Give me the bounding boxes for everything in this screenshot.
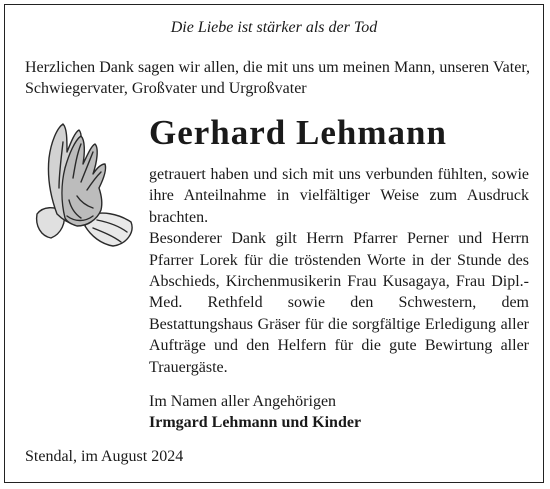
signature-block <box>149 391 529 433</box>
paragraph-mourned: getrauert haben und sich mit uns verbunden fühlten, sowie ihre Anteilnahme in vielfältiger Weise zum Ausdruck brachten. <box>149 166 529 226</box>
deceased-name: Gerhard Lehmann <box>149 113 447 152</box>
motto: Die Liebe ist stärker als der Tod <box>170 19 378 36</box>
praying-hands-icon <box>27 118 139 250</box>
paragraph-special-thanks: Besonderer Dank gilt Herrn Pfarrer Perner und Herrn Pfarrer Lorek für die tröstenden Worte in der Stunde des Abschieds, Kirchenmusikerin Frau Kusagaya, Frau Dipl.-Med. Rethfeld sowie den Schwestern, dem Bestattungshaus Gräser für die sorgfältige Erledigung aller Aufträge und den Helfern für die gute Bewirtung aller Trauergäste. <box>149 230 529 376</box>
place-date: Stendal, im August 2024 <box>25 448 184 465</box>
obituary-card <box>4 4 544 483</box>
signature-line: Im Namen aller Angehörigen <box>149 393 337 410</box>
intro-text: Herzlichen Dank sagen wir allen, die mit uns um meinen Mann, unseren Vater, Schwiegervater, Großvater und Urgroßvater <box>25 59 530 97</box>
signature-family: Irmgard Lehmann und Kinder <box>149 414 362 431</box>
thanks-body <box>149 164 529 378</box>
